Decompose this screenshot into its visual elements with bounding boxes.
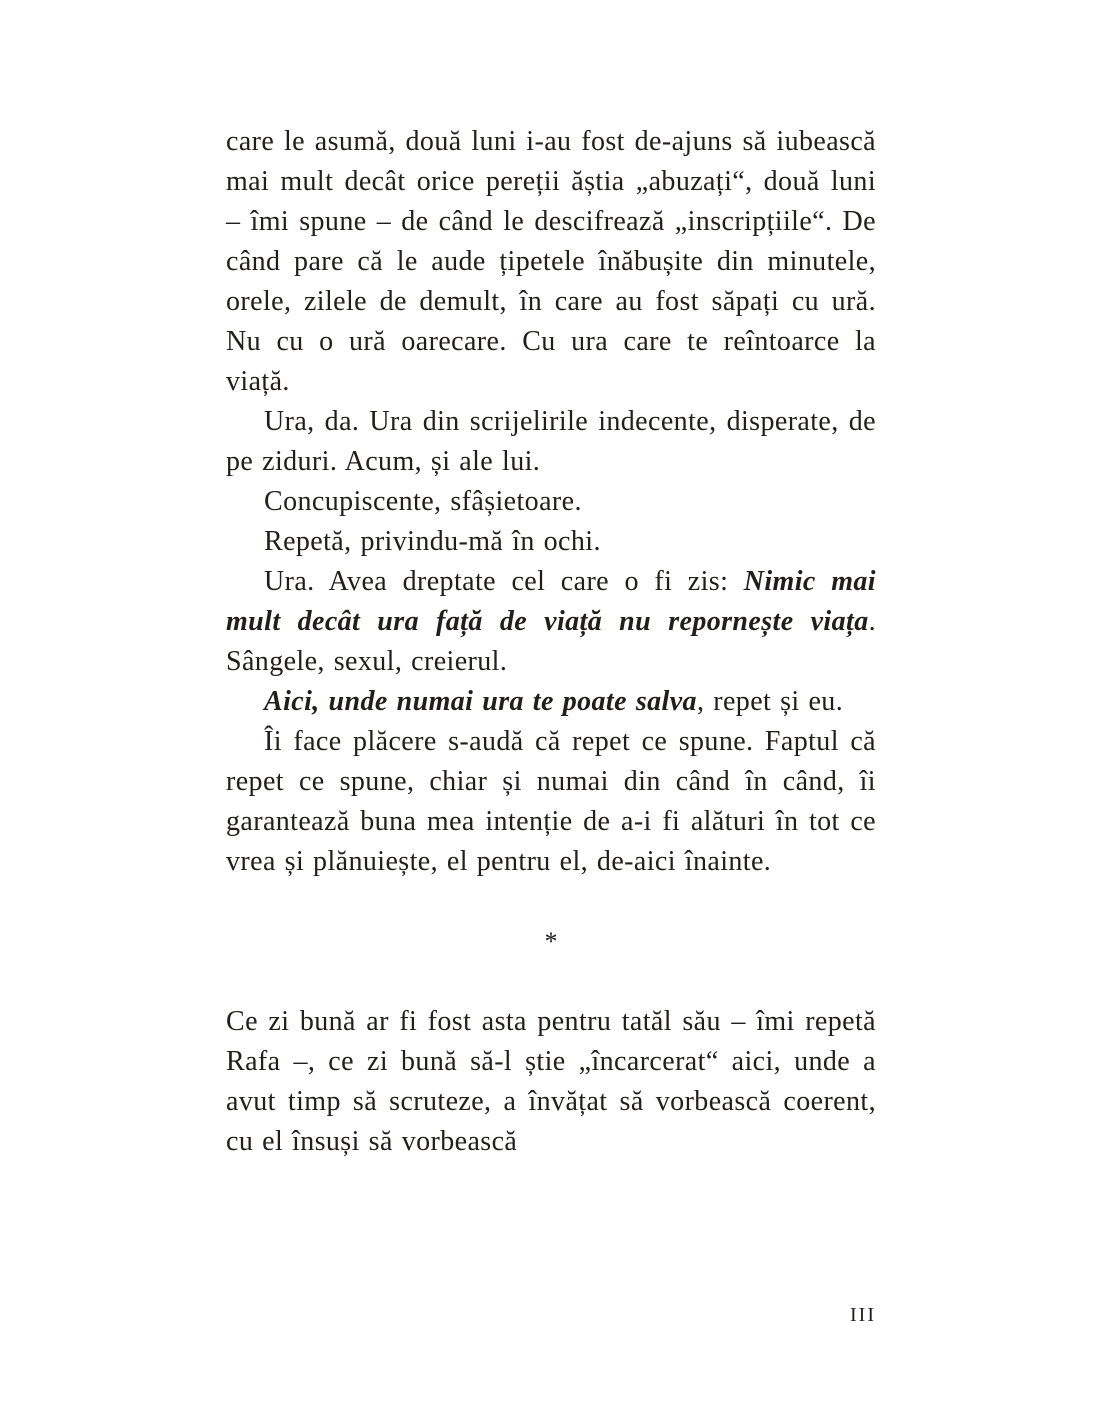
paragraph: Repetă, privindu-mă în ochi. [264, 526, 601, 557]
paragraph-text: Ura. Avea dreptate cel care o fi zis: [264, 566, 744, 597]
paragraph: Ura, da. Ura din scrijelirile indecente, disperate, de pe ziduri. Acum, și ale lui. [226, 406, 876, 477]
text-block [226, 122, 876, 1162]
paragraph: Concupiscente, sfâșietoare. [264, 486, 582, 517]
paragraph [226, 562, 876, 682]
paragraph-emphasis: Aici, unde numai ura te poate salva [264, 686, 697, 717]
page-number: III [850, 1304, 876, 1326]
paragraph: Îi face plăcere s-audă că repet ce spune. Faptul că repet ce spune, chiar și numai din când în când, îi garantează buna mea intenție de a-i fi alături în tot ce vrea și plănuiește, el pentru el, de-aici înainte. [226, 726, 876, 877]
paragraph: care le asumă, două luni i-au fost de-ajuns să iubească mai mult decât orice pereții ăștia „abuzați“, două luni – îmi spune – de când le descifrează „inscripțiile“. De când pare că le aude țipetele înăbușite din minutele, orele, zilele de demult, în care au fost săpați cu ură. Nu cu o ură oarecare. Cu ura care te reîntoarce la viață. [226, 126, 876, 397]
paragraph-text: , repet și eu. [696, 686, 844, 717]
section-separator: * [544, 927, 558, 956]
paragraph [226, 682, 876, 722]
paragraph-emphasis: Nimic mai mult decât ura față de viață nu repornește viața [226, 566, 876, 637]
paragraph-text: . Sângele, sexul, creierul. [226, 606, 876, 677]
paragraph: Ce zi bună ar fi fost asta pentru tatăl său – îmi repetă Rafa –, ce zi bună să-l știe „încarcerat“ aici, unde a avut timp să scruteze, a învățat să vorbească coerent, cu el însuși să vorbească [226, 1006, 876, 1157]
